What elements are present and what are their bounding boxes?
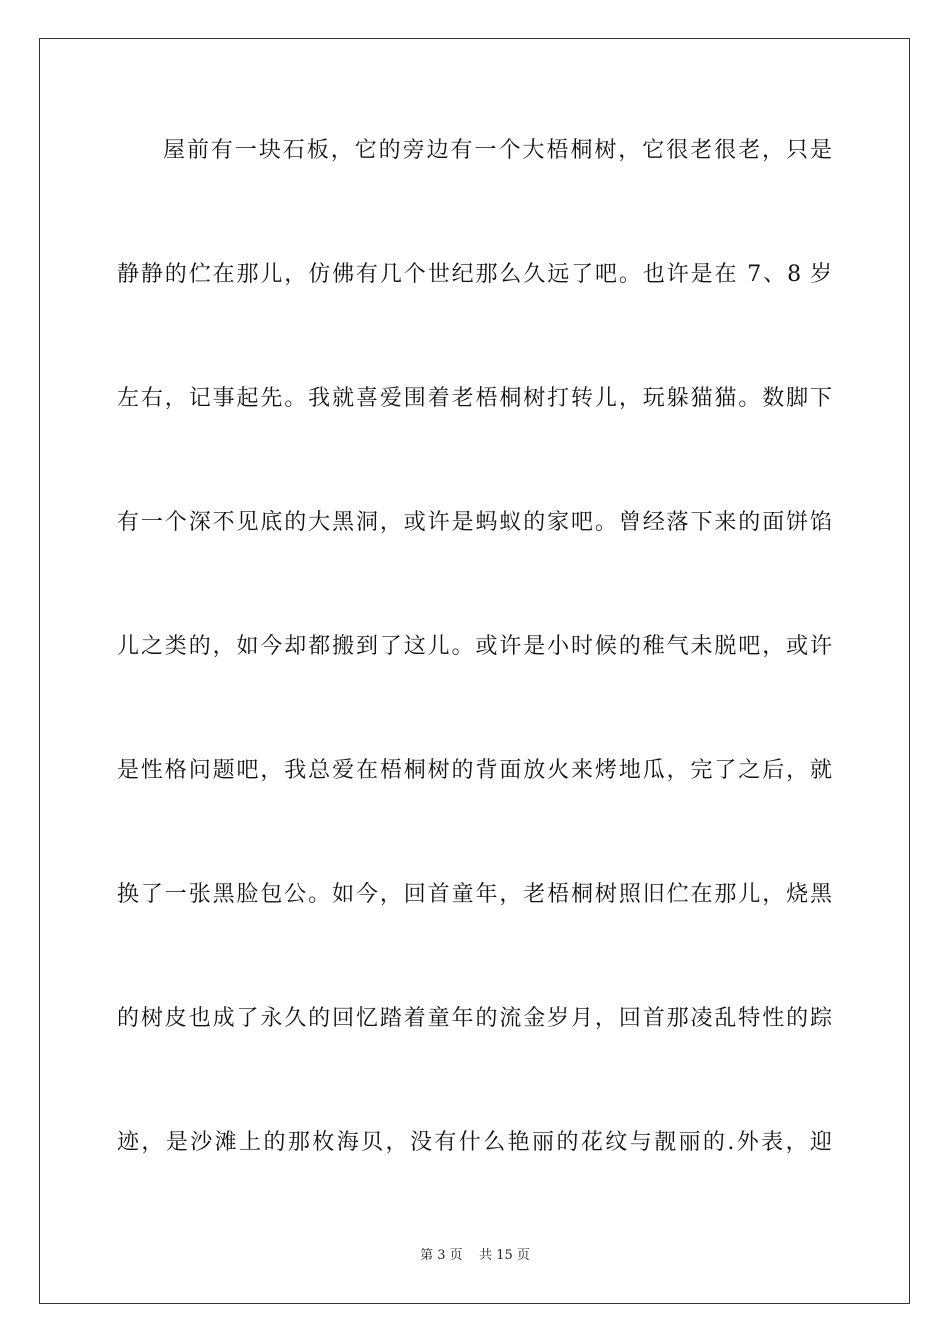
- paragraph-line: 屋前有一块石板，它的旁边有一个大梧桐树，它很老很老，只是: [163, 138, 832, 163]
- paragraph-line: 迹，是沙滩上的那枚海贝，没有什么艳丽的花纹与靓丽的.外表，迎: [117, 1130, 832, 1155]
- page-number-footer: 第 3 页 共 15 页: [420, 1248, 530, 1263]
- paragraph-line: 左右，记事起先。我就喜爱围着老梧桐树打转儿，玩躲猫猫。数脚下: [117, 386, 832, 411]
- page-border: [39, 38, 910, 1304]
- paragraph-line: 静静的伫在那儿，仿佛有几个世纪那么久远了吧。也许是在 7、8 岁: [117, 262, 832, 287]
- paragraph-line: 有一个深不见底的大黑洞，或许是蚂蚁的家吧。曾经落下来的面饼馅: [117, 510, 832, 535]
- paragraph-line: 是性格问题吧，我总爱在梧桐树的背面放火来烤地瓜，完了之后，就: [117, 758, 832, 783]
- paragraph-line: 换了一张黑脸包公。如今，回首童年，老梧桐树照旧伫在那儿，烧黑: [117, 882, 832, 907]
- paragraph-line: 儿之类的，如今却都搬到了这儿。或许是小时候的稚气未脱吧，或许: [117, 634, 832, 659]
- paragraph-line: 的树皮也成了永久的回忆踏着童年的流金岁月，回首那凌乱特性的踪: [117, 1006, 832, 1031]
